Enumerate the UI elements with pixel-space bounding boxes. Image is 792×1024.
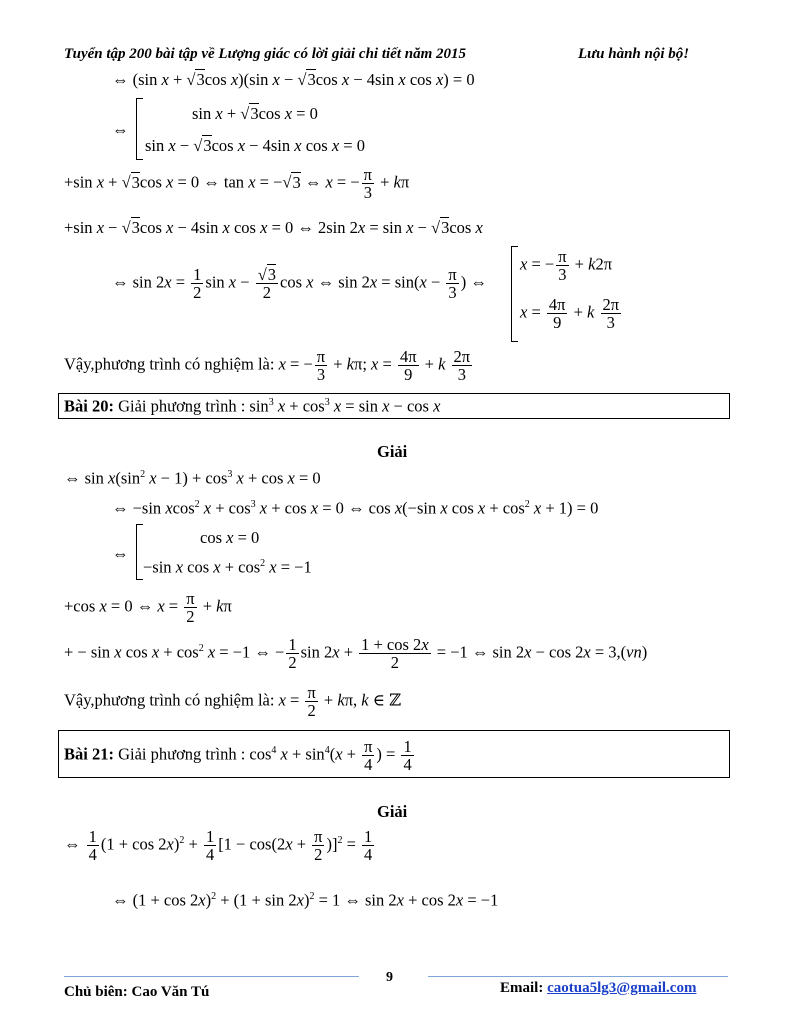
equation-line: ⇔ $\frac{1}{4}$ $(1 + \cos 2x)^2$ + $\frac{1}{4}$ [1 − cos(2x + $\frac{\pi}{2}$ )]$^2$ = $\frac{1}{4}$ — [64, 827, 373, 865]
equation-line: +cos x = 0 ⇔ x = $\frac{\pi}{2}$ + kπ — [64, 589, 232, 627]
solution-heading: Giải — [377, 442, 408, 461]
page-number: 9 — [386, 970, 393, 985]
equiv-symbol: ⇔ — [112, 544, 129, 563]
equation-line: +sin x − √3cos x − 4sin x cos x = 0 ⇔ 2sin 2x = sin x − √3cos x — [64, 218, 483, 237]
solution-heading: Giải — [377, 802, 408, 821]
system-eq-1: cos x = 0 — [200, 528, 260, 547]
footer-editor: Chủ biên: Cao Văn Tú — [64, 984, 210, 1000]
conclusion-prefix: Vậy,phương trình có nghiệm là: — [64, 690, 275, 710]
footer-rule-right — [428, 976, 728, 977]
header-title: Tuyển tập 200 bài tập về Lượng giác có lời giải chi tiết năm 2015 — [64, 46, 467, 62]
system-bracket — [136, 524, 143, 580]
system-eq-2: x = $\frac{4\pi}{9}$ + k $\frac{2\pi}{3}$ — [520, 295, 620, 333]
system-bracket — [511, 246, 518, 342]
exercise-21: Bài 21: Giải phương trình : $\cos^4 x + \sin^4(x$ + $\frac{\pi}{4}$ ) = $\frac{1}{4}$ — [64, 737, 412, 775]
system-eq-1: x = − $\frac{\pi}{3}$ + k2π — [520, 247, 613, 285]
exercise-20: Bài 20: Giải phương trình : $\sin^3 x + \cos^3 x = \sin x - \cos x$ — [64, 396, 441, 416]
footer-rule-left — [64, 976, 359, 977]
conclusion-prefix: Vậy,phương trình có nghiệm là: — [64, 354, 275, 374]
exercise-label: Bài 20: — [64, 396, 114, 416]
system-eq-2: sin x − √3cos x − 4sin x cos x = 0 — [145, 136, 365, 155]
equation-line: + − sin x $\cos x + \cos^2 x = -1$ ⇔ − $\frac{1}{2}$ sin 2x + $\frac{1 + \cos 2x}{2}$ = −1 ⇔ sin 2x − cos 2x = 3,(vn) — [64, 635, 648, 673]
exercise-label: Bài 21: — [64, 744, 114, 764]
equation-line: +sin x + √3cos x = 0 ⇔ tan x = −√3 ⇔ x = − $\frac{\pi}{3}$ + kπ — [64, 165, 410, 203]
equiv-symbol: ⇔ — [112, 120, 129, 139]
equation-line: ⇔ $(1 + \cos 2x)^2 + (1 + \sin 2x)^2 = 1$ ⇔ sin 2x + cos 2x = −1 — [112, 890, 499, 910]
email-label: Email: — [500, 980, 544, 996]
exercise-prompt: Giải phương trình : — [118, 396, 246, 416]
system-eq-2: −sin x $\cos x + \cos^2 x = -1$ — [143, 557, 312, 577]
system-bracket — [136, 98, 143, 160]
system-eq-1: sin x + √3cos x = 0 — [192, 104, 318, 123]
email-link[interactable]: caotua5lg3@gmail.com — [547, 980, 697, 996]
equation-line: ⇔ −sin xcos$^2$ $x + \cos^3 x + \cos x = 0$ ⇔ cos x(−sin x $\cos x + \cos^2 x + 1) = 0$ — [112, 498, 599, 518]
equation-line: ⇔ sin 2x = $\frac{1}{2}$ sin x − $\frac{√3}{2}$ cos x ⇔ sin 2x = sin(x − $\frac{\pi}{3}$ ) ⇔ — [112, 265, 487, 303]
footer-email — [500, 980, 696, 997]
conclusion-line: Vậy,phương trình có nghiệm là: x = − $\frac{\pi}{3}$ + kπ; x = $\frac{4\pi}{9}$ + k $\frac{2\pi}{3}$ — [64, 347, 471, 385]
equation-line: ⇔ $\sin x(\sin^2$ $x - 1) + \cos^3 x + \cos x = 0$ — [64, 468, 321, 488]
exercise-prompt: Giải phương trình : — [118, 744, 246, 764]
equation-line: ⇔ (sin x + √3cos x)(sin x − √3cos x − 4sin x cos x) = 0 — [112, 70, 475, 89]
conclusion-line: Vậy,phương trình có nghiệm là: x = $\frac{\pi}{2}$ + kπ, k ∈ ℤ — [64, 683, 402, 721]
header-note: Lưu hành nội bộ! — [578, 46, 690, 62]
